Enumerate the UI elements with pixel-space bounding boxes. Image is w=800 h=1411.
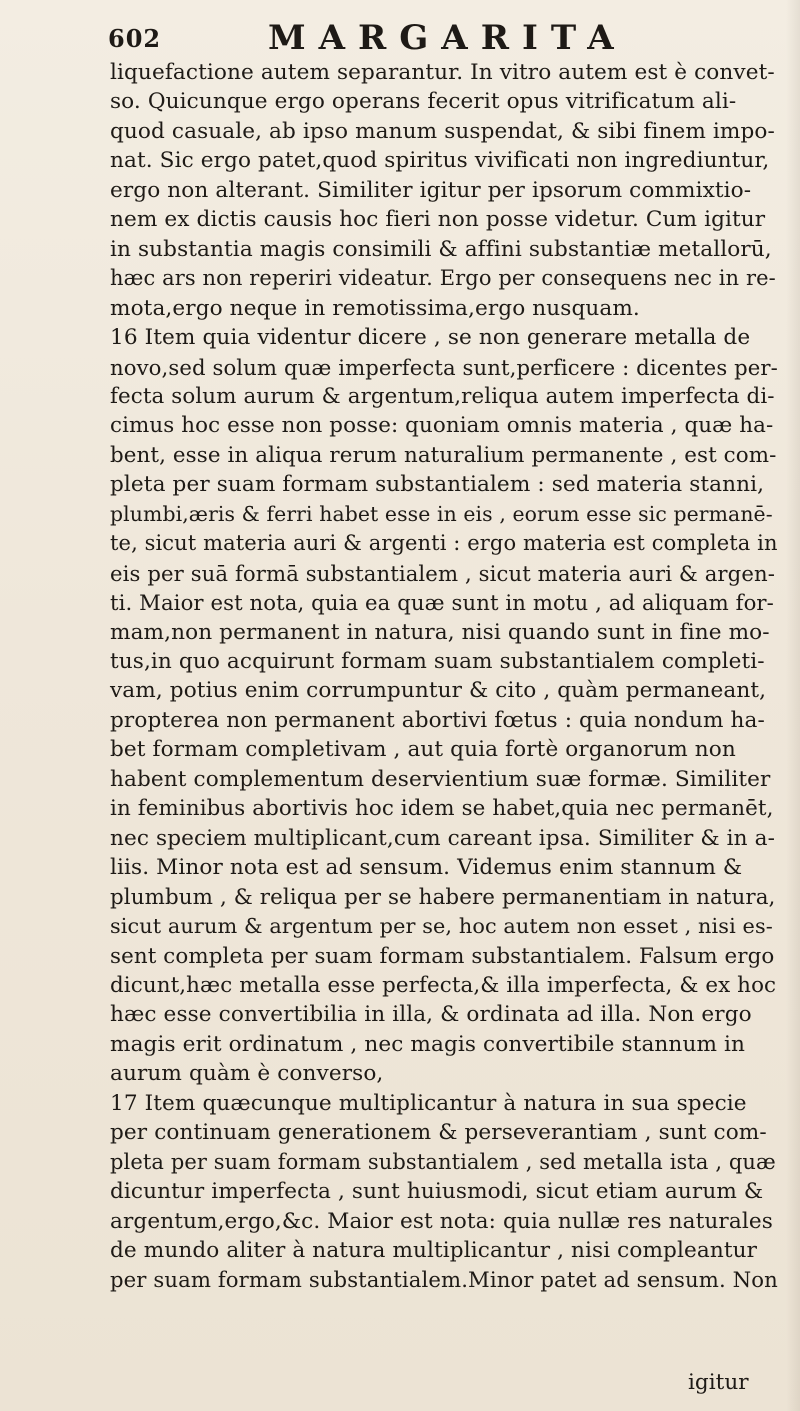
page-header (108, 18, 748, 58)
text-line: nem ex dictis causis hoc fieri non posse videtur. Cum igitur (110, 207, 766, 233)
text-line: sicut aurum & argentum per se, hoc autem non esset , nisi es- (110, 914, 773, 939)
page-number: 602 (108, 24, 162, 53)
text-line: novo,sed solum quæ imperfecta sunt,perficere : dicentes per- (110, 354, 778, 380)
text-line: plumbum , & reliqua per se habere permanentiam in natura, (110, 884, 776, 910)
text-line: pleta per suam formam substantialem : sed materia stanni, (110, 472, 765, 498)
text-line: hæc ars non reperiri videatur. Ergo per consequens nec in re- (110, 266, 776, 291)
text-line: 16 Item quia videntur dicere , se non generare metalla de (110, 325, 751, 351)
page-edge-shadow (786, 0, 800, 1411)
text-line: in feminibus abortivis hoc idem se habet,quia nec permanēt, (110, 796, 774, 822)
text-line: mam,non permanent in natura, nisi quando sunt in fine mo- (110, 619, 770, 645)
running-title: MARGARITA (268, 18, 627, 58)
text-line: dicuntur imperfecta , sunt huiusmodi, sicut etiam aurum & (110, 1179, 764, 1205)
text-line: nat. Sic ergo patet,quod spiritus vivificati non ingrediuntur, (110, 148, 770, 174)
text-line: mota,ergo neque in remotissima,ergo nusquam. (110, 295, 640, 321)
text-line: sent completa per suam formam substantialem. Falsum ergo (110, 943, 775, 969)
text-line: habent complementum deservientium suæ formæ. Similiter (110, 766, 771, 792)
text-line: plumbi,æris & ferri habet esse in eis , eorum esse sic permanē- (110, 501, 773, 526)
text-line: dicunt,hæc metalla esse perfecta,& illa imperfecta, & ex hoc (110, 972, 777, 998)
text-line: argentum,ergo,&c. Maior est nota: quia nullæ res naturales (110, 1208, 773, 1234)
text-line: liis. Minor nota est ad sensum. Videmus enim stannum & (110, 855, 743, 881)
text-line: in substantia magis consimili & affini substantiæ metallorū, (110, 236, 772, 262)
text-line: pleta per suam formam substantialem , sed metalla ista , quæ (110, 1149, 776, 1174)
text-line: ti. Maior est nota, quia ea quæ sunt in motu , ad aliquam for- (110, 590, 774, 616)
text-line: ergo non alterant. Similiter igitur per ipsorum commixtio- (110, 177, 752, 203)
text-line: de mundo aliter à natura multiplicantur , nisi compleantur (110, 1238, 758, 1263)
text-line: aurum quàm è converso, (110, 1061, 384, 1087)
text-line: bent, esse in aliqua rerum naturalium permanente , est com- (110, 442, 777, 468)
text-line: per suam formam substantialem.Minor patet ad sensum. Non (110, 1267, 778, 1293)
text-line: fecta solum aurum & argentum,reliqua autem imperfecta di- (110, 383, 775, 409)
text-line: per continuam generationem & perseverantiam , sunt com- (110, 1120, 767, 1146)
text-line: so. Quicunque ergo operans fecerit opus vitrificatum ali- (110, 89, 737, 115)
text-line: 17 Item quæcunque multiplicantur à natura in sua specie (110, 1090, 747, 1116)
text-line: eis per suā formā substantialem , sicut materia auri & argen- (110, 560, 775, 586)
text-line: magis erit ordinatum , nec magis convertibile stannum in (110, 1031, 746, 1057)
text-line: bet formam completivam , aut quia fortè organorum non (110, 737, 736, 763)
text-line: tus,in quo acquirunt formam suam substantialem completi- (110, 649, 765, 674)
text-line: quod casuale, ab ipso manum suspendat, & sibi finem impo- (110, 118, 775, 144)
text-line: liquefactione autem separantur. In vitro autem est è convet- (110, 60, 775, 85)
text-line: nec speciem multiplicant,cum careant ipsa. Similiter & in a- (110, 825, 775, 851)
text-line: hæc esse convertibilia in illa, & ordinata ad illa. Non ergo (110, 1002, 752, 1028)
text-line: vam, potius enim corrumpuntur & cito , quàm permaneant, (110, 678, 767, 704)
text-line: cimus hoc esse non posse: quoniam omnis materia , quæ ha- (110, 413, 774, 439)
text-line: propterea non permanent abortivi fœtus : quia nondum ha- (110, 707, 765, 733)
catchword: igitur (688, 1370, 749, 1395)
text-line: te, sicut materia auri & argenti : ergo materia est completa in (110, 531, 778, 556)
